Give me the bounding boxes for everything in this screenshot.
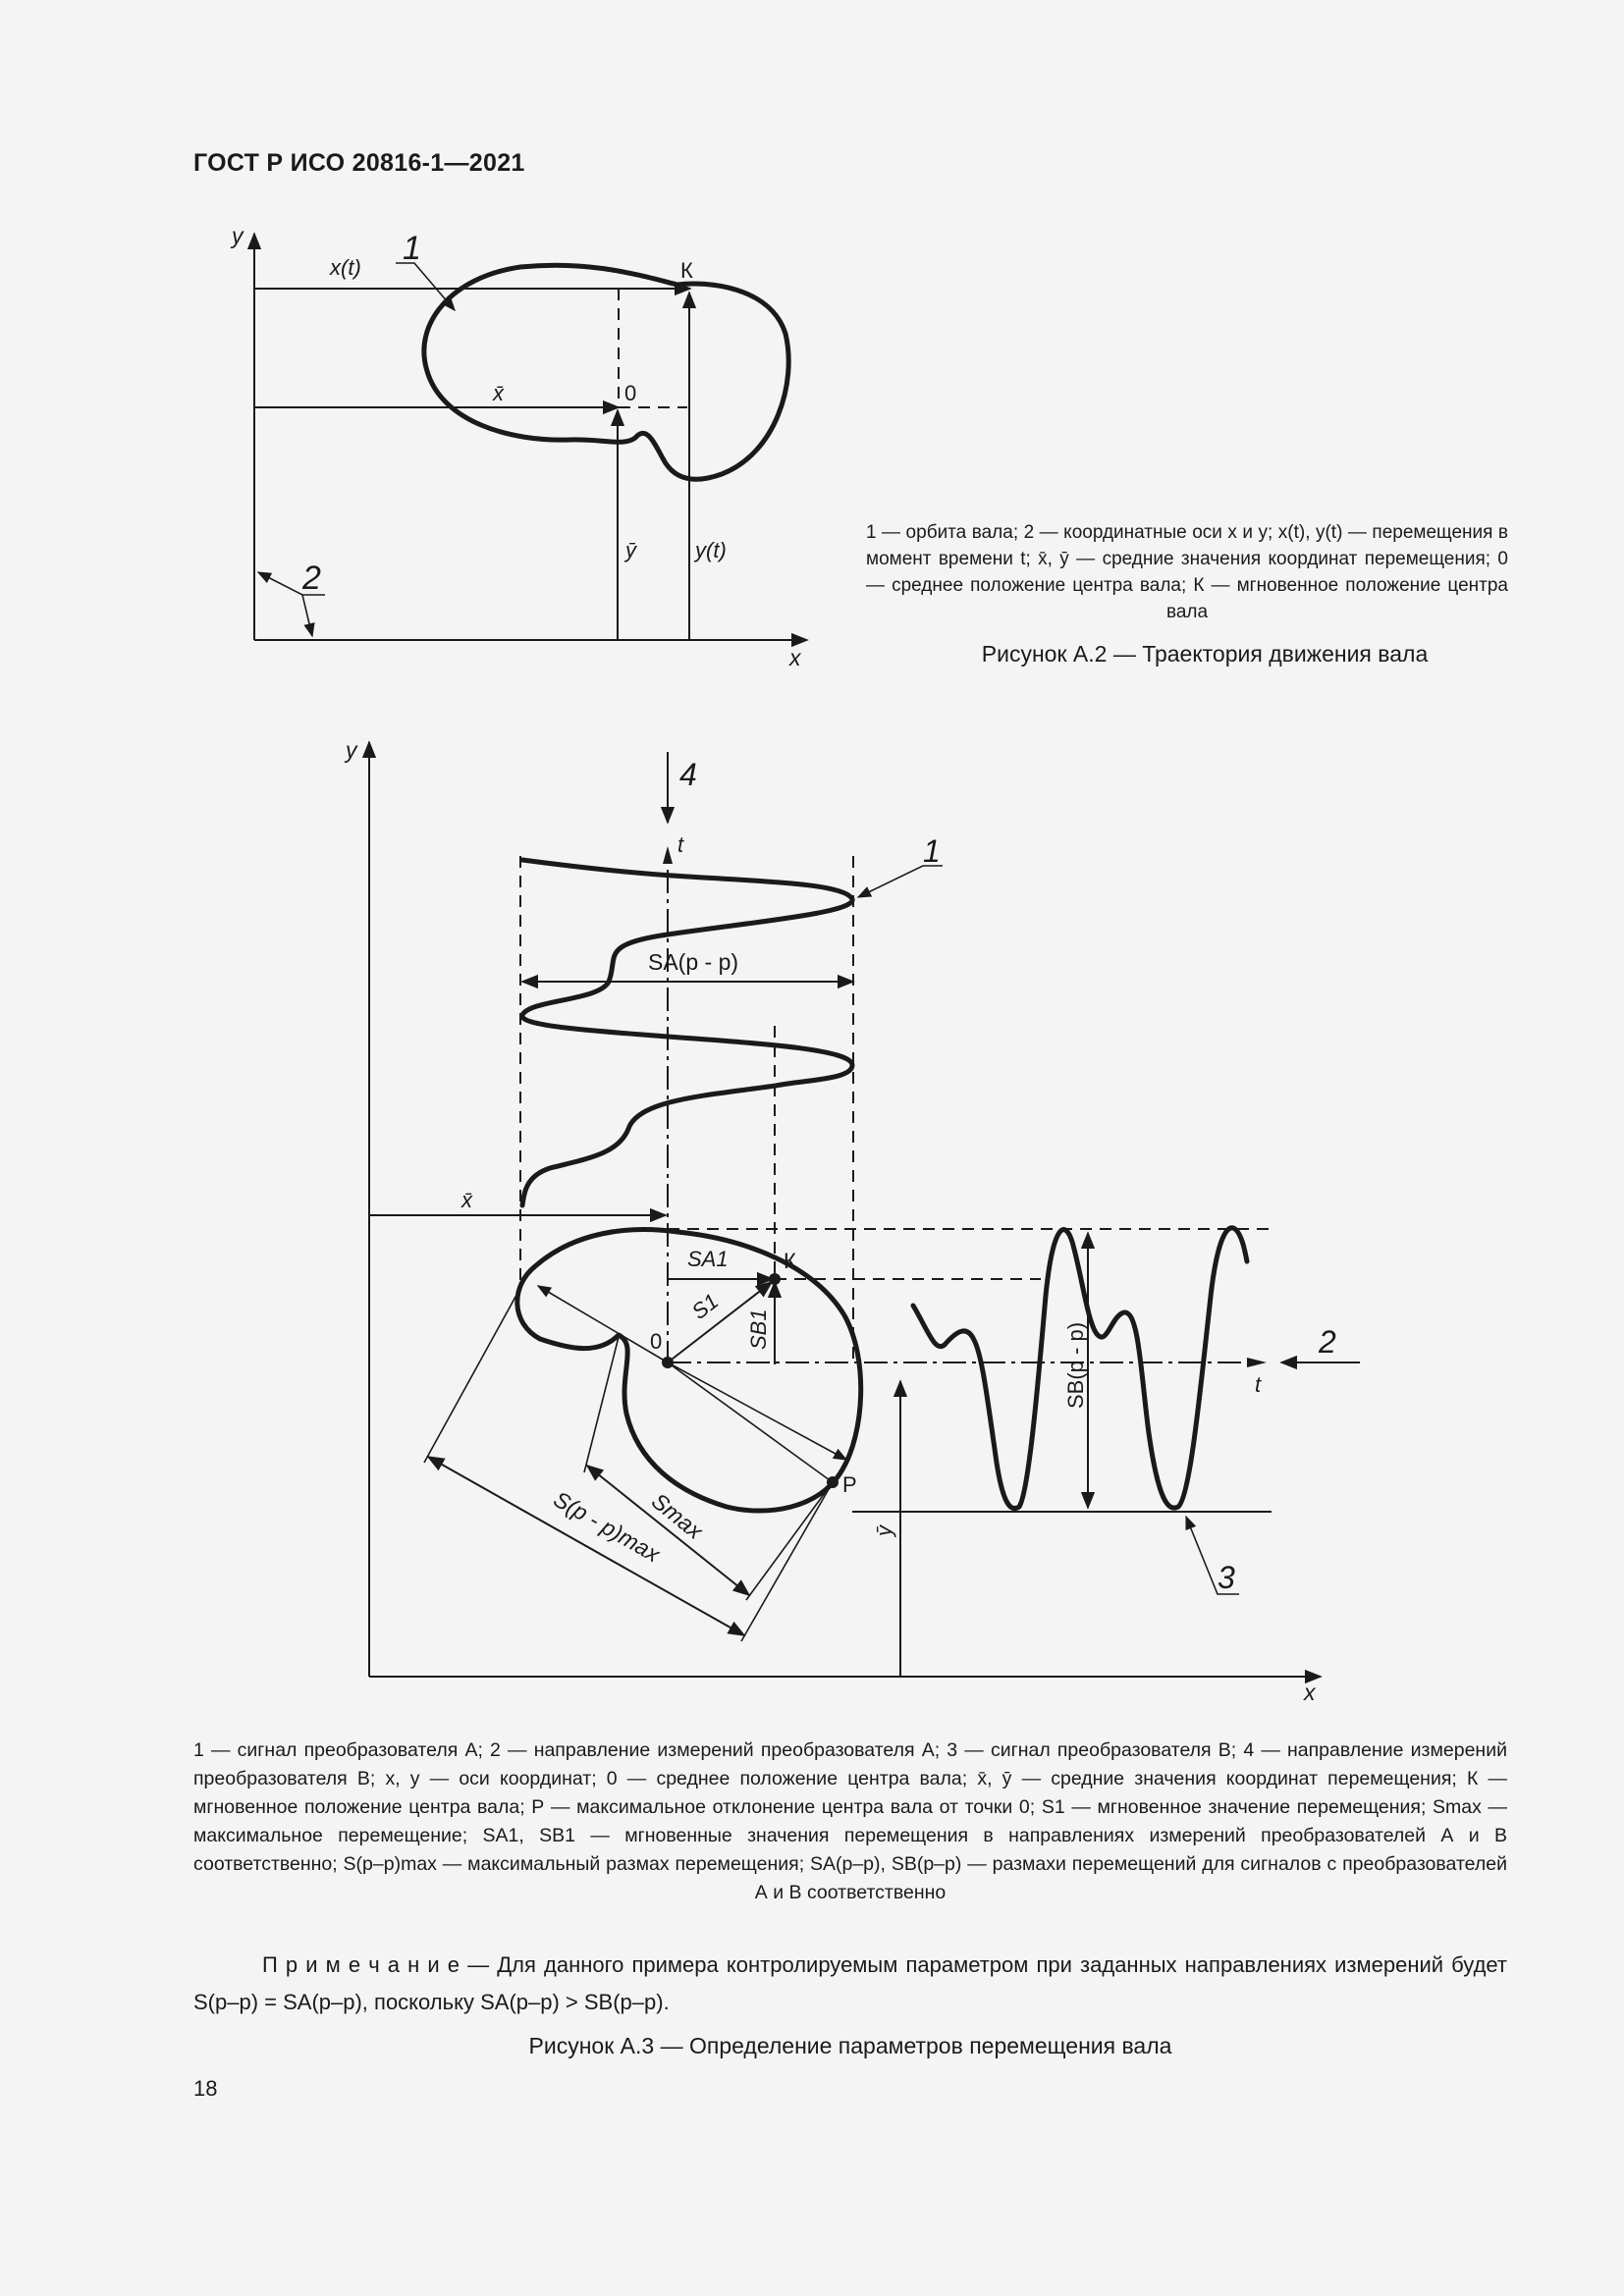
- a3-spp-max-label: S(p - p)max: [549, 1485, 665, 1568]
- a2-x-label: x: [789, 645, 801, 670]
- figure-a3-note: П р и м е ч а н и е — Для данного примера контролируемым параметром при заданных направлениях измерений будет S(p–p) = SA(p–p), поскольку SA(p–p) > SB(p–p).: [193, 1952, 1507, 2014]
- a3-sa1-label: SA1: [687, 1247, 729, 1271]
- a3-spp-max-dimension: [428, 1457, 744, 1635]
- a3-smax-radius: [668, 1362, 830, 1480]
- a2-ybar-label: ȳ: [625, 538, 636, 562]
- a3-zero-label: 0: [650, 1329, 663, 1354]
- a2-xbar-label: x̄: [493, 381, 504, 405]
- a3-x-label: x: [1304, 1680, 1316, 1705]
- figure-a3-caption: Рисунок А.3 — Определение параметров перемещения вала: [528, 2033, 1172, 2058]
- a3-smax-label: Smax: [646, 1487, 708, 1544]
- page-number: 18: [193, 2076, 218, 2101]
- a3-ext-smax-b: [746, 1482, 833, 1600]
- a2-xt-label: x(t): [330, 255, 361, 280]
- a3-p-direction: [668, 1362, 846, 1460]
- a2-orbit: [424, 265, 788, 479]
- a3-sb1-label: SB1: [746, 1308, 771, 1350]
- a3-t-arrowhead: [663, 846, 673, 864]
- figure-a3-legend: 1 — сигнал преобразователя А; 2 — направление измерений преобразователя А; 3 — сигнал преобразователя В; 4 — направление измерений преобразователя В; x, y — оси координат; 0 — среднее положение центра вала; x̄, ȳ — средние значения координат перемещения; К — мгновенное положение центра вала; Р — максимальное отклонение центра вала от точки 0; S1 — мгновенное значение перемещения; Smax — максимальное перемещение; SA1, SB1 — мгновенные значения перемещения в направлениях измерений преобразователей А и В соответственно; S(p–p)max — максимальный размах перемещения; SA(p–p), SB(p–p) — размахи перемещений для сигналов с преобразователей А и В соответственно: [193, 1739, 1507, 1903]
- a3-k-label: К: [784, 1249, 796, 1273]
- a2-callout-2: 2: [302, 560, 321, 597]
- a3-sb-pp-label: SB(p - p): [1063, 1321, 1088, 1409]
- a2-zero-label: 0: [624, 381, 637, 405]
- a3-ybar-label: ȳ: [872, 1525, 896, 1536]
- a3-t-top-label: t: [677, 832, 684, 857]
- figure-a2-legend: 1 — орбита вала; 2 — координатные оси x и y; x(t), y(t) — перемещения в момент времени t; x̄, ȳ — средние значения координат перемещения; 0 — среднее положение центра вала; К — мгновенное положение центра вала: [866, 522, 1508, 622]
- a2-leader-2b: [302, 595, 312, 636]
- a3-signal-a: [522, 860, 852, 1205]
- a3-ext-smax-a: [584, 1337, 619, 1472]
- a3-orbit: [517, 1230, 861, 1511]
- a3-y-label: y: [346, 737, 357, 763]
- document-header: ГОСТ Р ИСО 20816-1—2021: [193, 149, 525, 177]
- a3-leader-1: [858, 866, 943, 897]
- a3-callout-4: 4: [679, 757, 697, 792]
- figure-a2-caption: Рисунок А.2 — Траектория движения вала: [981, 641, 1429, 667]
- figure-a3: [344, 737, 1360, 1705]
- a2-callout-1: 1: [403, 230, 421, 267]
- a3-sa-pp-label: SA(p - p): [648, 949, 739, 975]
- a3-callout-2: 2: [1319, 1324, 1336, 1360]
- a3-callout-1: 1: [923, 833, 941, 869]
- a3-ext-spp-a: [424, 1288, 520, 1463]
- a3-s1-label: S1: [686, 1288, 724, 1324]
- a2-k-label: К: [680, 258, 693, 283]
- a2-yt-label: y(t): [695, 538, 727, 562]
- a3-callout-3: 3: [1218, 1560, 1235, 1595]
- a3-t-right-arrowhead: [1247, 1358, 1267, 1367]
- figure-a2: [230, 223, 807, 670]
- a3-left-extent: [538, 1286, 668, 1362]
- a3-p-label: Р: [842, 1472, 857, 1497]
- a3-xbar-label: x̄: [461, 1188, 472, 1212]
- a2-y-label: y: [232, 223, 244, 248]
- a3-t-right-label: t: [1255, 1372, 1262, 1397]
